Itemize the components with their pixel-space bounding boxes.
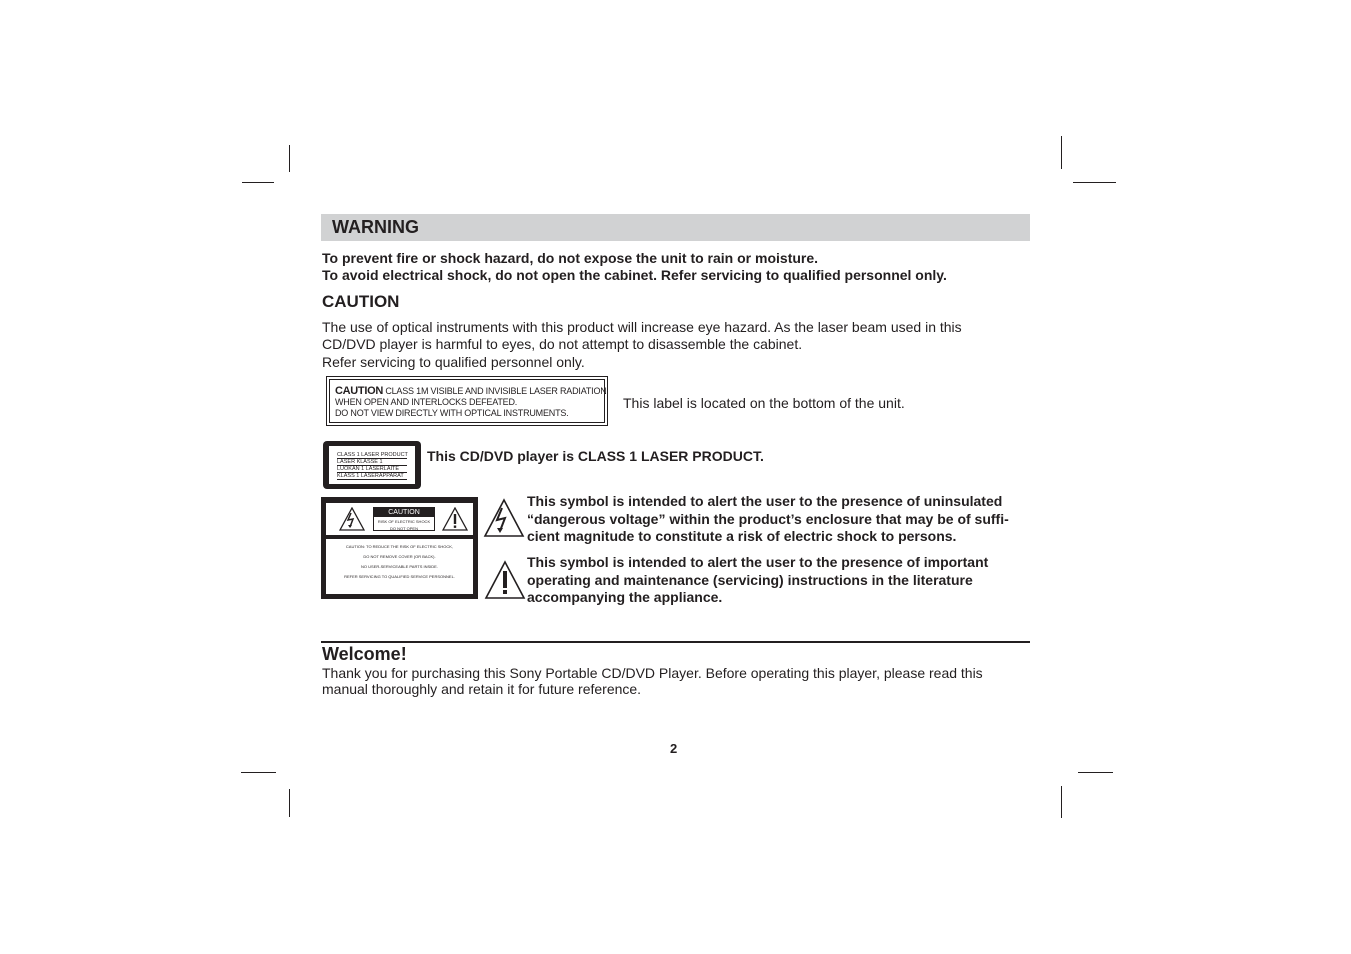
label-line: DO NOT VIEW DIRECTLY WITH OPTICAL INSTRUMENTS. bbox=[335, 408, 569, 418]
attention-text-line: accompanying the appliance. bbox=[527, 589, 723, 605]
warning-line: To avoid electrical shock, do not open the cabinet. Refer servicing to qualified personnel only. bbox=[322, 267, 947, 283]
page-number: 2 bbox=[670, 741, 678, 756]
warning-line: To prevent fire or shock hazard, do not expose the unit to rain or moisture. bbox=[322, 250, 819, 266]
laser-caution-label bbox=[326, 376, 608, 426]
welcome-title: Welcome! bbox=[322, 644, 407, 664]
shock-caution-sub: DO NOT OPEN bbox=[390, 526, 418, 531]
exclamation-triangle-icon bbox=[442, 507, 468, 531]
voltage-text-line: cient magnitude to constitute a risk of electric shock to persons. bbox=[527, 528, 957, 544]
lightning-triangle-icon bbox=[483, 498, 525, 538]
caution-title: CAUTION bbox=[322, 292, 400, 311]
class1-label-line: CLASS 1 LASER PRODUCT bbox=[337, 452, 408, 458]
shock-caution-head: CAUTION bbox=[374, 508, 434, 517]
crop-mark bbox=[241, 772, 276, 773]
label-line: CLASS 1M VISIBLE AND INVISIBLE LASER RADIATION bbox=[385, 386, 607, 396]
crop-mark bbox=[289, 145, 290, 172]
section-divider bbox=[321, 641, 1030, 643]
lightning-triangle-icon bbox=[339, 507, 365, 531]
shock-caution-label bbox=[321, 497, 478, 599]
voltage-text-line: “dangerous voltage” within the product’s enclosure that may be of suffi- bbox=[527, 510, 1009, 527]
crop-mark bbox=[1073, 182, 1116, 183]
warning-banner bbox=[321, 214, 1030, 241]
shock-caution-sub: RISK OF ELECTRIC SHOCK bbox=[377, 519, 431, 524]
caution-line: Refer servicing to qualified personnel only. bbox=[322, 354, 585, 370]
caution-line: The use of optical instruments with this product will increase eye hazard. As the laser beam used in this bbox=[322, 319, 962, 335]
attention-symbol-text bbox=[527, 554, 1032, 607]
label-line: WHEN OPEN AND INTERLOCKS DEFEATED. bbox=[335, 397, 518, 407]
warning-title: WARNING bbox=[332, 217, 419, 237]
shock-caution-box bbox=[373, 507, 435, 531]
shock-label-line: NO USER-SERVICEABLE PARTS INSIDE. bbox=[361, 564, 438, 569]
crop-mark bbox=[289, 789, 290, 817]
class1-label-line: KLASS 1 LASERAPPARAT bbox=[337, 473, 407, 480]
caution-line: CD/DVD player is harmful to eyes, do not attempt to disassemble the cabinet. bbox=[322, 336, 803, 352]
voltage-text-line: This symbol is intended to alert the user to the presence of uninsulated bbox=[527, 493, 1003, 509]
crop-mark bbox=[1061, 786, 1062, 818]
label-location-note: This label is located on the bottom of the unit. bbox=[623, 395, 905, 411]
voltage-symbol-text bbox=[527, 493, 1032, 546]
crop-mark bbox=[1061, 136, 1062, 169]
class1-laser-label bbox=[323, 441, 421, 489]
class1-label-line: LASER KLASSE 1 bbox=[337, 459, 407, 466]
class1-label-line: LUOKAN 1 LASERLAITE bbox=[337, 466, 407, 473]
shock-label-line: REFER SERVICING TO QUALIFIED SERVICE PERSONNEL. bbox=[344, 574, 455, 579]
attention-text-line: This symbol is intended to alert the user to the presence of important bbox=[527, 554, 989, 570]
welcome-line: manual thoroughly and retain it for future reference. bbox=[322, 681, 642, 697]
crop-mark bbox=[242, 182, 274, 183]
welcome-line: Thank you for purchasing this Sony Portable CD/DVD Player. Before operating this player, please read this bbox=[322, 665, 983, 681]
label-caution-word: CAUTION bbox=[335, 385, 384, 397]
class1-statement: This CD/DVD player is CLASS 1 LASER PRODUCT. bbox=[427, 448, 764, 464]
exclamation-triangle-icon bbox=[484, 560, 526, 600]
attention-text-line: operating and maintenance (servicing) instructions in the literature bbox=[527, 571, 973, 588]
crop-mark bbox=[1078, 772, 1113, 773]
shock-label-line: DO NOT REMOVE COVER (OR BACK). bbox=[363, 554, 436, 559]
shock-label-line: CAUTION: TO REDUCE THE RISK OF ELECTRIC SHOCK, bbox=[345, 544, 454, 549]
